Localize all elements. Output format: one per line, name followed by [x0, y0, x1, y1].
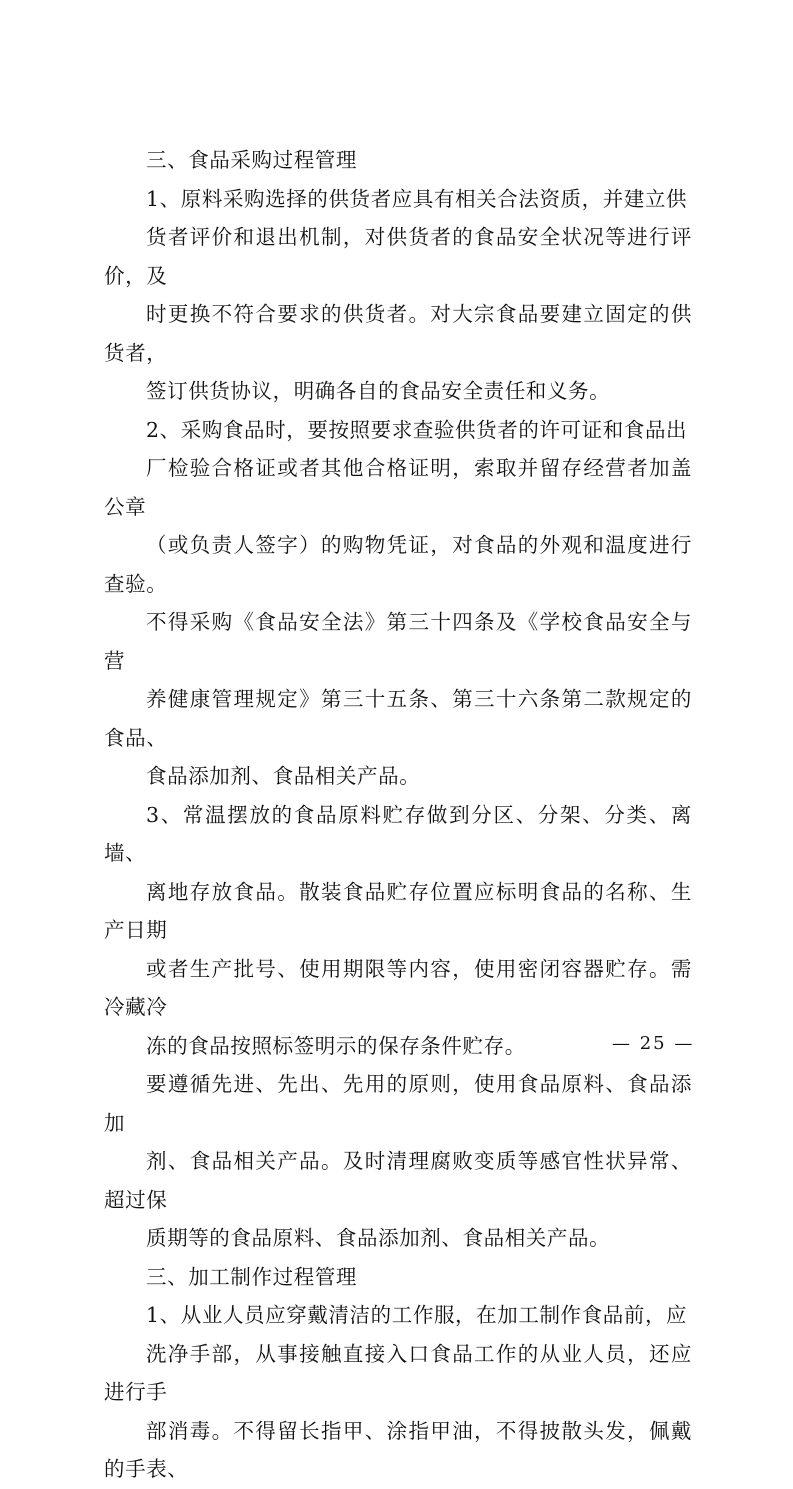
paragraph-purchase-inspection	[104, 411, 692, 604]
text-line: （或负责人签字）的购物凭证，对食品的外观和温度进行查验。	[104, 533, 692, 596]
text-line: 养健康管理规定》第三十五条、第三十六条第二款规定的食品、	[104, 687, 692, 750]
text-line: 或者生产批号、使用期限等内容，使用密闭容器贮存。需冷藏冷	[104, 956, 692, 1019]
text-line: 签订供货协议，明确各自的食品安全责任和义务。	[146, 379, 611, 403]
text-line: 食品添加剂、食品相关产品。	[146, 764, 421, 788]
text-line: 三、食品采购过程管理	[146, 148, 357, 172]
text-line: 剂、食品相关产品。及时清理腐败变质等感官性状异常、超过保	[104, 1149, 692, 1212]
body-text	[104, 141, 695, 1489]
paragraph-storage	[104, 796, 695, 1066]
text-line: 离地存放食品。散装食品贮存位置应标明食品的名称、生产日期	[104, 879, 692, 942]
text-line: 要遵循先进、先出、先用的原则，使用食品原料、食品添加	[104, 1072, 692, 1135]
text-line: 质期等的食品原料、食品添加剂、食品相关产品。	[146, 1226, 611, 1250]
text-line: 厂检验合格证或者其他合格证明，索取并留存经营者加盖公章	[104, 456, 692, 519]
text-line: 时更换不符合要求的供货者。对大宗食品要建立固定的供货者，	[104, 302, 692, 365]
text-line: 冻的食品按照标签明示的保存条件贮存。	[146, 1033, 526, 1058]
section-heading-food-procurement	[104, 141, 692, 180]
page-number: — 25 —	[612, 1033, 695, 1054]
text-line: 不得采购《食品安全法》第三十四条及《学校食品安全与营	[104, 610, 692, 673]
text-line: 洗净手部，从事接触直接入口食品工作的从业人员，还应进行手	[104, 1341, 692, 1404]
text-line: 部消毒。不得留长指甲、涂指甲油，不得披散头发，佩戴的手表、	[104, 1418, 692, 1481]
section-heading-processing	[104, 1258, 692, 1297]
paragraph-staff-hygiene	[104, 1296, 692, 1489]
paragraph-fifo	[104, 1065, 692, 1258]
paragraph-prohibited-purchases	[104, 603, 692, 796]
text-line: 货者评价和退出机制，对供货者的食品安全状况等进行评价，及	[104, 225, 692, 288]
text-line: 2、采购食品时，要按照要求查验供货者的许可证和食品出	[146, 417, 688, 442]
text-line: 3、常温摆放的食品原料贮存做到分区、分架、分类、离墙、	[104, 802, 692, 865]
paragraph-supplier-selection	[104, 180, 692, 411]
text-line: 1、原料采购选择的供货者应具有相关合法资质，并建立供	[146, 186, 688, 211]
text-line: 三、加工制作过程管理	[146, 1264, 357, 1289]
text-line: 1、从业人员应穿戴清洁的工作服，在加工制作食品前，应	[146, 1303, 688, 1327]
